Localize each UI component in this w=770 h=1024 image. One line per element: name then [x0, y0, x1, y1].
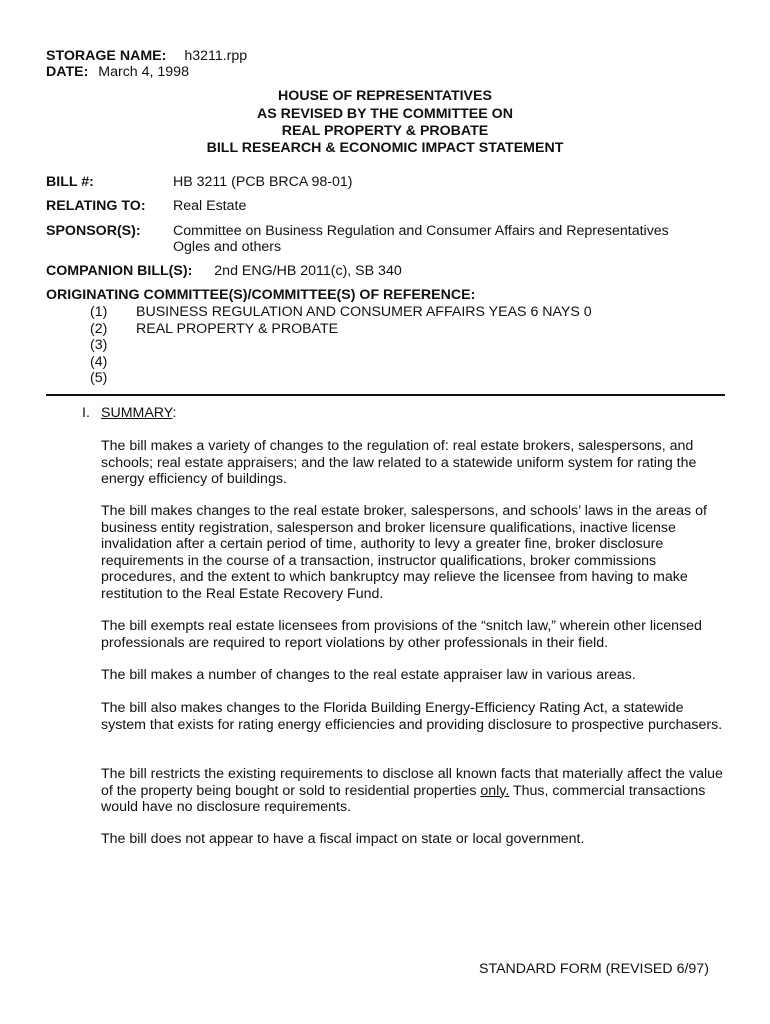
companion-bills-label: COMPANION BILL(S) [46, 263, 188, 279]
committee-name: BUSINESS REGULATION AND CONSUMER AFFAIRS YEAS 6 NAYS 0 [136, 304, 592, 320]
summary-paragraph-3: The bill exempts real estate licensees from provisions of the “snitch law,” wherein other licensed professionals are required to report violations by other professionals in their field. [101, 618, 702, 651]
committee-number: (1) [90, 304, 108, 320]
committee-number: (3) [90, 337, 108, 353]
date-value: March 4, 1998 [98, 64, 189, 80]
summary-paragraph-5: The bill also makes changes to the Florida Building Energy-Efficiency Rating Act, a statewide system that exists for rating energy efficiencies and providing disclosure to prospective purchasers. [101, 700, 723, 733]
title-line-2: AS REVISED BY THE COMMITTEE ON [257, 106, 513, 122]
committee-name: REAL PROPERTY & PROBATE [136, 321, 339, 337]
sponsor-value-line-1: Committee on Business Regulation and Consumer Affairs and Representatives [173, 223, 669, 239]
storage-name-value: h3211.rpp [184, 48, 248, 64]
companion-bills-value: 2nd ENG/HB 2011(c), SB 340 [214, 263, 402, 279]
title-line-4: BILL RESEARCH & ECONOMIC IMPACT STATEMENT [206, 140, 564, 156]
summary-heading: SUMMARY: [101, 405, 177, 421]
sponsor-label: SPONSOR(S): [46, 223, 141, 239]
summary-paragraph-4: The bill makes a number of changes to the real estate appraiser law in various areas. [101, 667, 636, 683]
summary-paragraph-1: The bill makes a variety of changes to the regulation of: real estate brokers, salespersons, and schools; real estate appraisers; and the law related to a statewide uniform system for rating the energy efficiency of buildings. [101, 438, 697, 487]
date-line: DATE: March 4, 1998 [46, 64, 189, 80]
emphasis-only: only. [480, 782, 510, 799]
committees-heading: ORIGINATING COMMITTEE(S)/COMMITTEE(S) OF REFERENCE: [46, 287, 476, 303]
relating-to-label: RELATING TO: [46, 198, 146, 214]
relating-to-value: Real Estate [173, 198, 247, 214]
title-line-3: REAL PROPERTY & PROBATE [281, 123, 489, 139]
bill-number-label: BILL #: [46, 174, 94, 190]
summary-paragraph-6: The bill restricts the existing requirements to disclose all known facts that materially affect the value of the property being bought or sold to residential properties only. Thus, commercial transactions would have no disclosure requirements. [101, 766, 723, 815]
title-line-1: HOUSE OF REPRESENTATIVES [278, 88, 492, 104]
summary-paragraph-7: The bill does not appear to have a fiscal impact on state or local government. [101, 831, 585, 847]
committee-number: (4) [90, 354, 108, 370]
bill-number-value: HB 3211 (PCB BRCA 98-01) [173, 174, 353, 190]
committee-number: (2) [90, 321, 108, 337]
date-label: DATE [46, 64, 84, 80]
summary-numeral: I. [82, 405, 90, 421]
section-divider [46, 394, 725, 396]
committee-number: (5) [90, 370, 108, 386]
sponsor-value-line-2: Ogles and others [173, 239, 282, 255]
summary-paragraph-2: The bill makes changes to the real estate broker, salespersons, and schools’ laws in the areas of business entity registration, salesperson and broker licensure qualifications, inactive license invalidation after a certain period of time, authority to levy a greater fine, broker disclosure requirements in the course of a transaction, instructor qualifications, broker commissions procedures, and the extent to which bankruptcy may relieve the licensee from having to make restitution to the Real Estate Recovery Fund. [101, 503, 707, 602]
storage-name-line: STORAGE NAME: h3211.rpp [46, 48, 248, 64]
companion-bills-line: COMPANION BILL(S): 2nd ENG/HB 2011(c), SB 340 [46, 263, 402, 279]
storage-name-label: STORAGE NAME [46, 48, 162, 64]
standard-form-label: STANDARD FORM (REVISED 6/97) [479, 961, 709, 977]
